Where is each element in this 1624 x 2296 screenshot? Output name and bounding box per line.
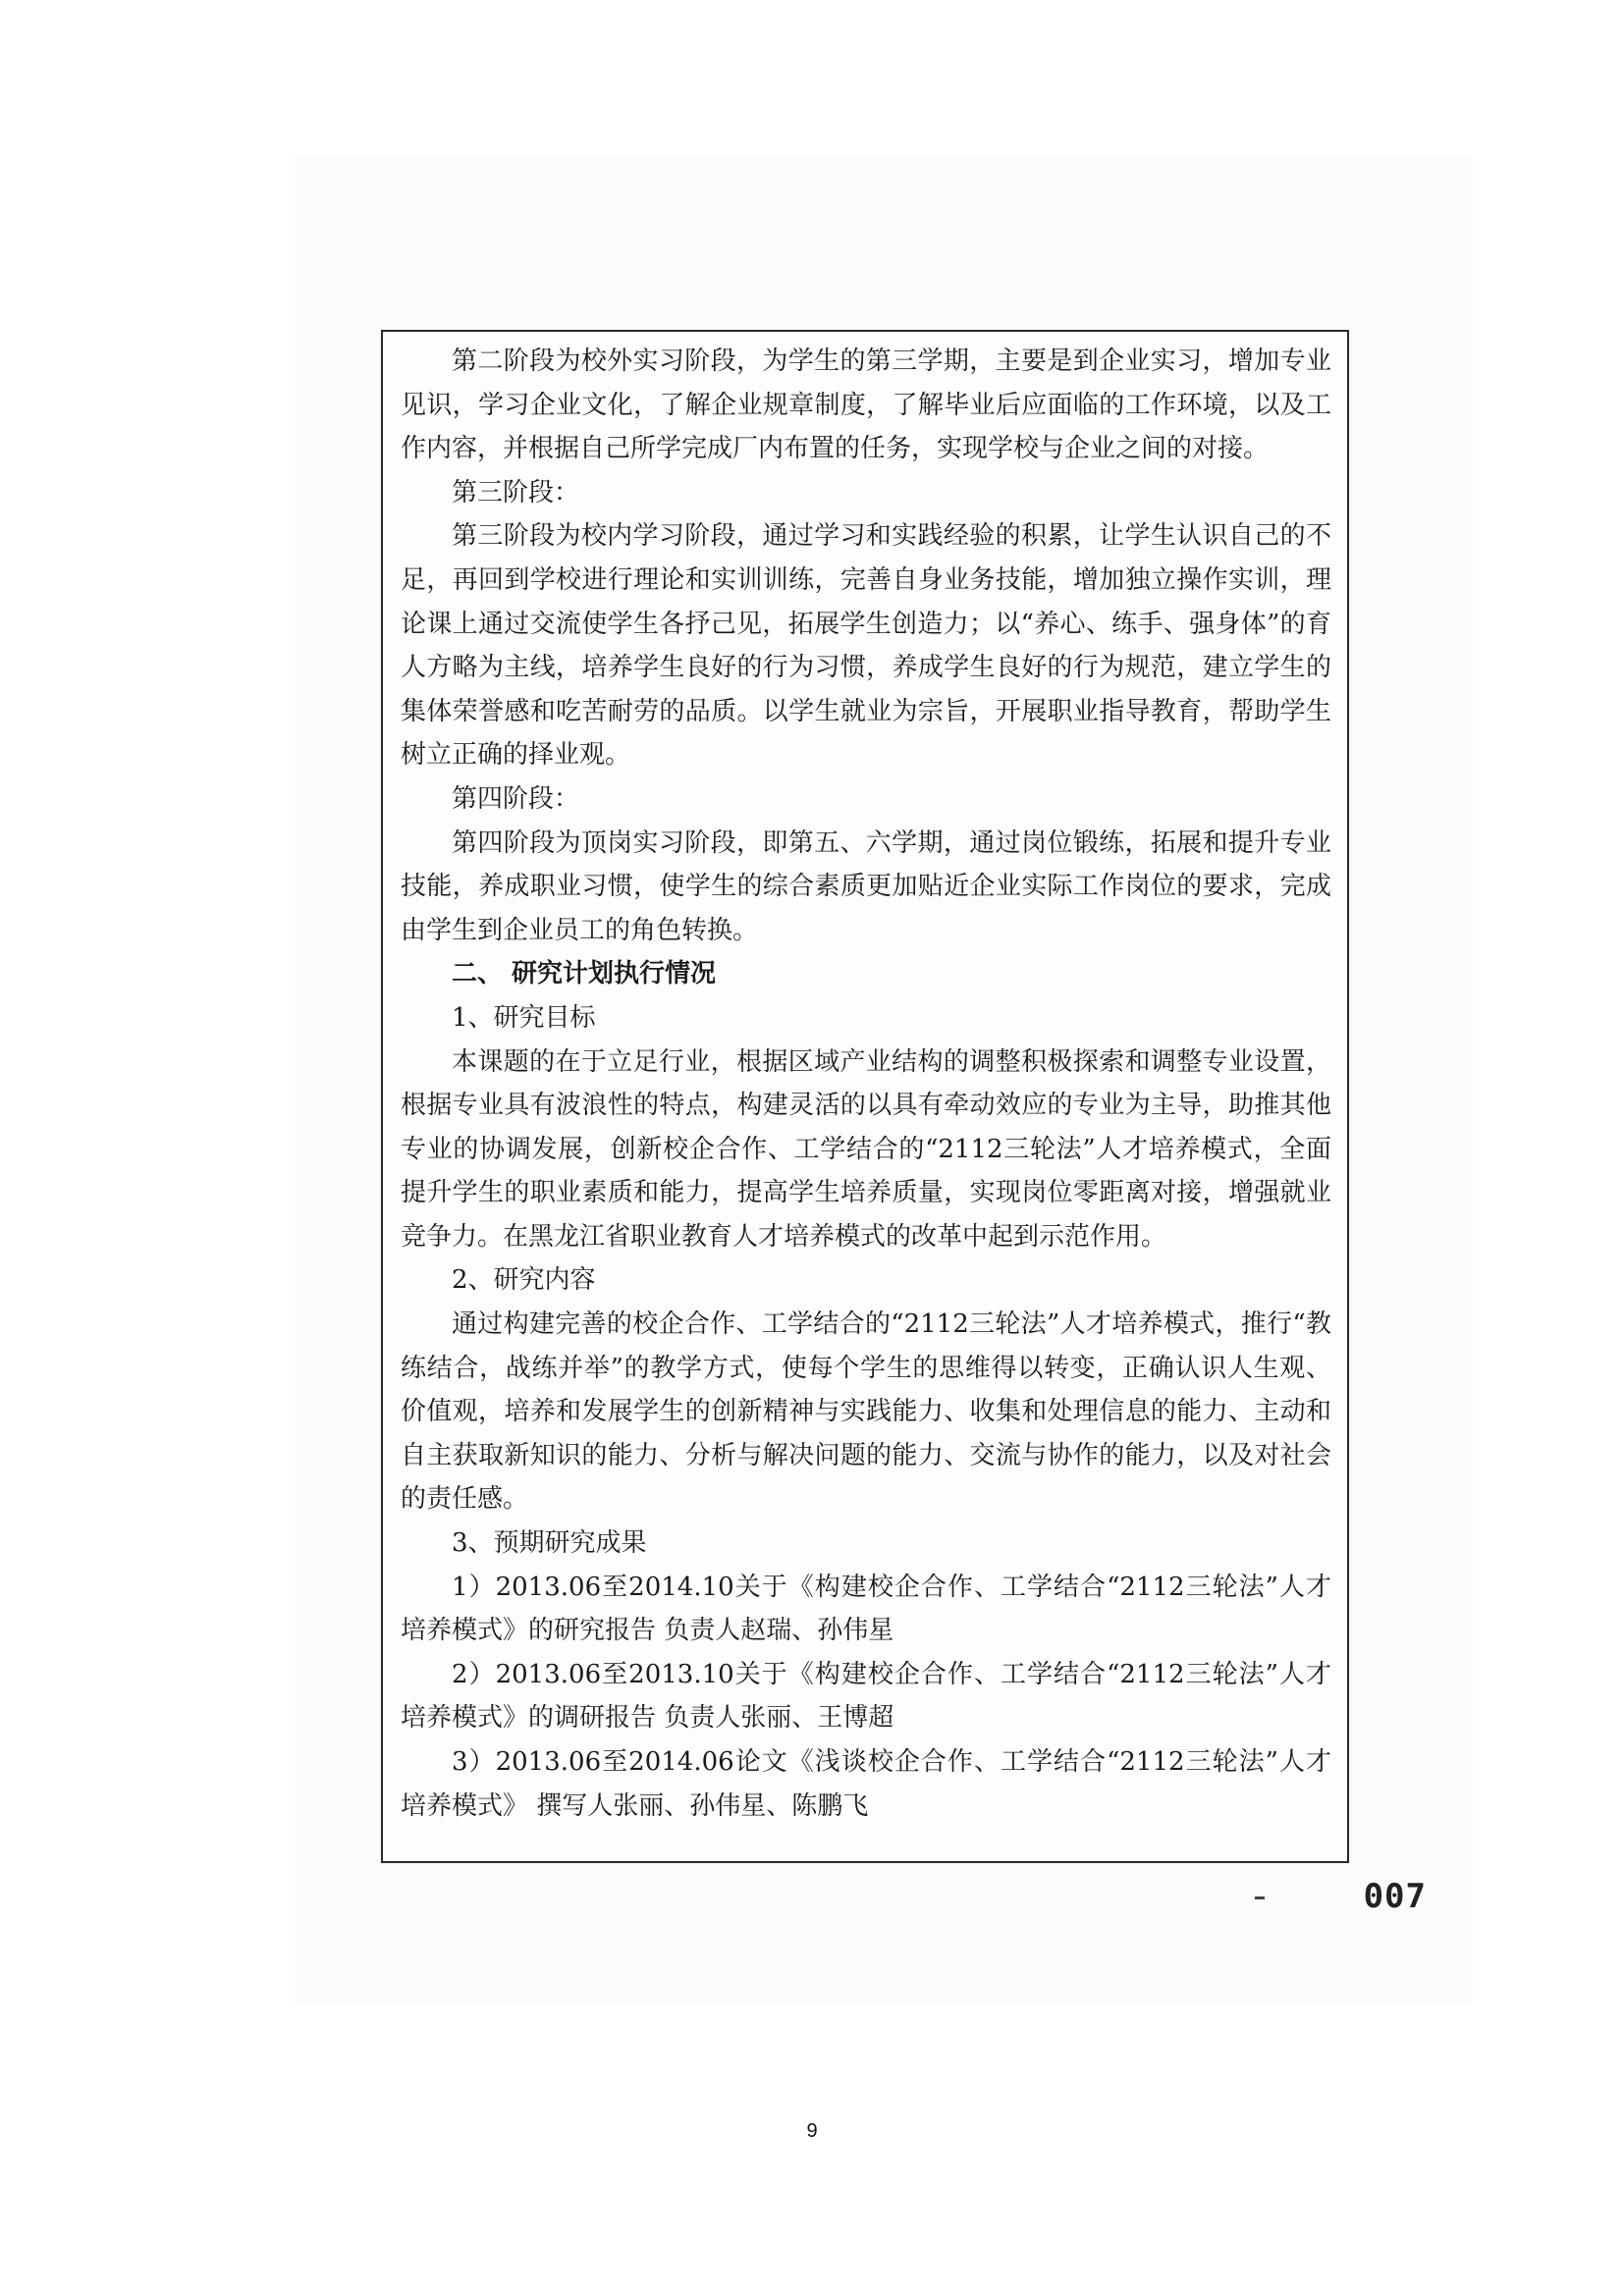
heading-stage-three: 第三阶段：	[452, 477, 580, 507]
section-heading-research-plan: 二、 研究计划执行情况	[452, 959, 717, 989]
expected-result-item-1: 1）2013.06至2014.10关于《构建校企合作、工学结合“2112三轮法”人才培养模式》的研究报告 负责人赵瑞、孙伟星	[401, 1572, 1331, 1646]
heading-research-content: 2、研究内容	[452, 1265, 596, 1296]
expected-result-item-2: 2）2013.06至2013.10关于《构建校企合作、工学结合“2112三轮法”人才培养模式》的调研报告 负责人张丽、王博超	[401, 1659, 1331, 1734]
paragraph-stage-three: 第三阶段为校内学习阶段，通过学习和实践经验的积累，让学生认识自己的不足，再回到学校进行理论和实训训练，完善自身业务技能，增加独立操作实训，理论课上通过交流使学生各抒己见，拓展学生创造力；以“养心、练手、强身体”的育人方略为主线，培养学生良好的行为习惯，养成学生良好的行为规范，建立学生的集体荣誉感和吃苦耐劳的品质。以学生就业为宗旨，开展职业指导教育，帮助学生树立正确的择业观。	[401, 521, 1331, 771]
paragraph-research-content: 通过构建完善的校企合作、工学结合的“2112三轮法”人才培养模式，推行“教练结合，战练并举”的教学方式，使每个学生的思维得以转变，正确认识人生观、价值观，培养和发展学生的创新精神与实践能力、收集和处理信息的能力、主动和自主获取新知识的能力、分析与解决问题的能力、交流与协作的能力，以及对社会的责任感。	[401, 1309, 1331, 1515]
document-frame	[381, 330, 1349, 1863]
paragraph-stage-two: 第二阶段为校外实习阶段，为学生的第三学期，主要是到企业实习，增加专业见识，学习企业文化，了解企业规章制度，了解毕业后应面临的工作环境，以及工作内容，并根据自己所学完成厂内布置的任务，实现学校与企业之间的对接。	[401, 347, 1331, 464]
document-content	[401, 340, 1331, 1828]
page-number: 9	[806, 2120, 818, 2142]
page-code: 007	[1363, 1877, 1427, 1916]
scan-mark	[1255, 1896, 1265, 1899]
heading-expected-results: 3、预期研究成果	[452, 1528, 647, 1559]
heading-research-goal: 1、研究目标	[452, 1002, 596, 1033]
expected-result-item-3: 3）2013.06至2014.06论文《浅谈校企合作、工学结合“2112三轮法”人才培养模式》 撰写人张丽、孙伟星、陈鹏飞	[401, 1747, 1331, 1821]
paragraph-stage-four: 第四阶段为顶岗实习阶段，即第五、六学期，通过岗位锻练，拓展和提升专业技能，养成职业习惯，使学生的综合素质更加贴近企业实际工作岗位的要求，完成由学生到企业员工的角色转换。	[401, 828, 1331, 945]
heading-stage-four: 第四阶段：	[452, 783, 580, 814]
paragraph-research-goal: 本课题的在于立足行业，根据区域产业结构的调整积极探索和调整专业设置，根据专业具有波浪性的特点，构建灵活的以具有牵动效应的专业为主导，助推其他专业的协调发展，创新校企合作、工学结合的“2112三轮法”人才培养模式，全面提升学生的职业素质和能力，提高学生培养质量，实现岗位零距离对接，增强就业竞争力。在黑龙江省职业教育人才培养模式的改革中起到示范作用。	[401, 1046, 1331, 1252]
